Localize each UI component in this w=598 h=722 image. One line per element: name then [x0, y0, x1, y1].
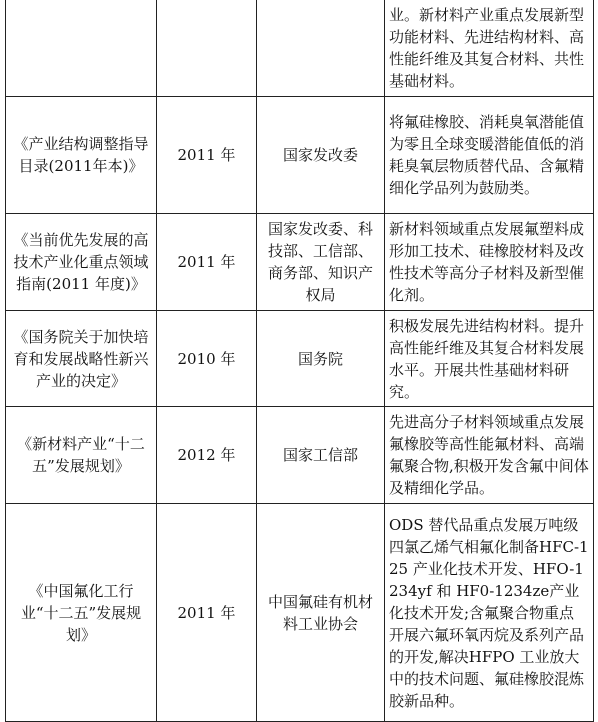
department-cell: [257, 97, 385, 214]
content-cell: [385, 311, 594, 407]
document-name: 《中国氟化工行业“十二五”发展规划》: [20, 581, 142, 644]
year-cell: [157, 0, 257, 97]
table-row: [6, 214, 594, 311]
document-name: 《当前优先发展的高技术产业化重点领域指南(2011 年度)》: [13, 231, 149, 293]
table-row: [6, 0, 594, 97]
year-value: 2010 年: [177, 349, 236, 368]
policy-content: 新材料领域重点发展氟塑料成形加工技术、硅橡胶材料及改性技术等高分子材料及新型催化剂。: [389, 220, 585, 304]
document-cell: [6, 97, 157, 214]
policy-content: 先进高分子材料领域重点发展氟橡胶等高性能氟材料、高端氟聚合物,积极开发含氟中间体及精细化学品。: [389, 413, 589, 497]
content-cell: [385, 504, 594, 722]
year-value: 2011 年: [177, 253, 236, 271]
table-row: [6, 504, 594, 722]
year-cell: [157, 97, 257, 214]
content-cell: [385, 0, 594, 97]
year-cell: [157, 504, 257, 722]
policy-table: [5, 0, 594, 722]
document-name: 《新材料产业“十二五”发展规划》: [17, 435, 145, 475]
department-cell: [257, 407, 385, 504]
policy-content: ODS 替代品重点发展万吨级四氯乙烯气相氟化制备HFC-125 产业化技术开发、HFO-1234yf 和 HF0-1234ze产业化技术开发;含氟聚合物重点开展六氟环氧丙烷及系列产品的开发,解决HFPO 工业放大中的技术问题、氟硅橡胶混炼胶新品种。: [389, 515, 589, 710]
department-cell: [257, 311, 385, 407]
year-cell: [157, 214, 257, 311]
policy-content: 积极发展先进结构材料。提升高性能纤维及其复合材料发展水平。开展共性基础材料研究。: [389, 316, 585, 401]
department-name: 国家发改委: [282, 146, 358, 164]
year-cell: [157, 311, 257, 407]
content-cell: [385, 97, 594, 214]
table-row: [6, 407, 594, 504]
document-cell: [6, 504, 157, 722]
year-cell: [157, 407, 257, 504]
year-value: 2012 年: [177, 446, 236, 464]
department-cell: [257, 214, 385, 311]
department-name: 国家工信部: [282, 446, 358, 464]
department-cell: [257, 0, 385, 97]
document-cell: [6, 311, 157, 407]
document-name: 《国务院关于加快培育和发展战略性新兴产业的决定》: [13, 327, 149, 390]
table-row: [6, 311, 594, 407]
department-name: 国务院: [297, 349, 343, 368]
department-name: 国家发改委、科技部、工信部、商务部、知识产权局: [267, 220, 373, 304]
table-row: [6, 97, 594, 214]
policy-content: 业。新材料产业重点发展新型功能材料、先进结构材料、高性能纤维及其复合材料、共性基础材料。: [389, 6, 585, 90]
department-cell: [257, 504, 385, 722]
year-value: 2011 年: [177, 146, 236, 164]
document-cell: [6, 407, 157, 504]
document-cell: [6, 0, 157, 97]
department-name: 中国氟硅有机材料工业协会: [267, 592, 373, 633]
document-cell: [6, 214, 157, 311]
policy-content: 将氟硅橡胶、消耗臭氧潜能值为零且全球变暖潜能值低的消耗臭氧层物质替代品、含氟精细化学品列为鼓励类。: [389, 113, 585, 197]
document-name: 《产业结构调整指导目录(2011年本)》: [13, 135, 149, 175]
content-cell: [385, 407, 594, 504]
year-value: 2011 年: [177, 603, 236, 622]
content-cell: [385, 214, 594, 311]
